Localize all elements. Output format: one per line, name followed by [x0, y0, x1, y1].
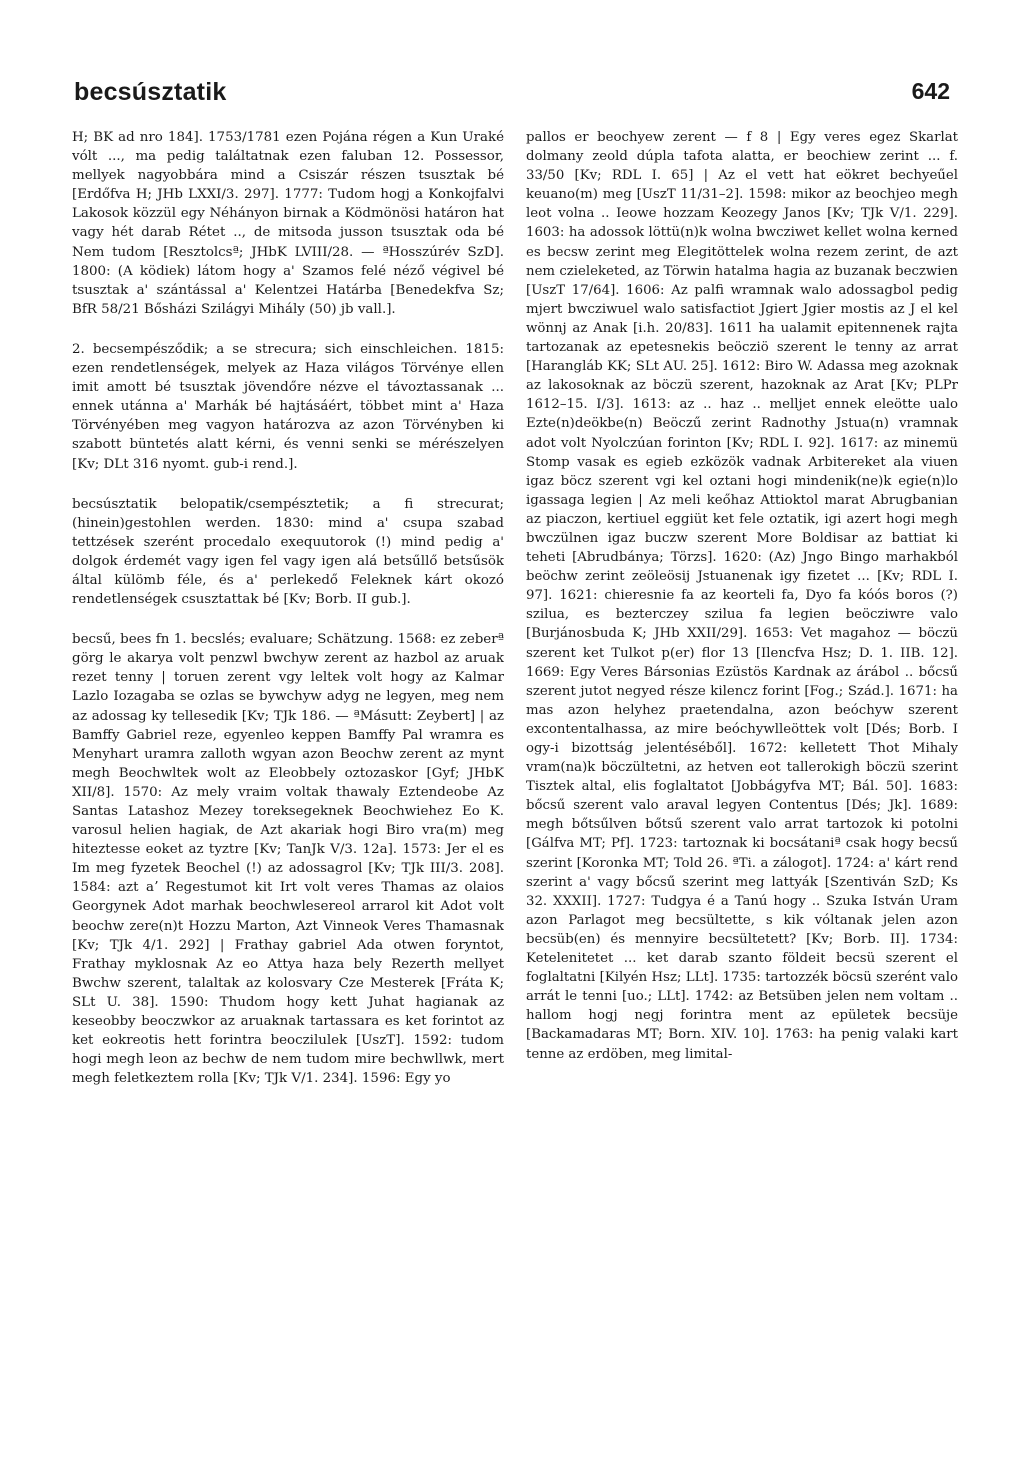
running-headword: becsúsztatik [74, 78, 227, 106]
entry-becsu-continuation: pallos er beochyew zerent — f 8 | Egy veres egez Skarlat dolmany zeold dúpla tafota alatta, er beochiew zerint ... f. 33/50 [Kv; RDL I. 65] | Az el vett hat eökret bechyeűel keuano(m) meg [UszT 11/31–2]. 1598: mikor az beochjeo megh leot volna .. Ieowe hozzam Keozegy Janos [Kv; TJk V/1. 229]. 1603: ha adossok löttü(n)k wolna bwcziwet kellet wolna kerned es becsw zerint meg Elegitöttelek wolna rezem zerint, de azt nem czieleketed, az Törwin hatalma hagia az buzanak beczwien [UszT 17/64]. 1606: Az palfi wramnak walo adossagbol pedig mjert bwcziwuel walo satisfactiot Jgiert Jgier mostis az J el kel wönnj az Anak [i.h. 20/83]. 1611 ha ualamit epitennenek rajta tartozanak az epetesnekis beöcziö szerent le tenny az arrat [Harangláb KK; SLt AU. 25]. 1612: Biro W. Adassa meg azoknak az lakosoknak az böczü szerent, hazoknak az Arat [Kv; PLPr 1612–15. I/3]. 1613: az .. haz .. melljet ennek eleötte ualo Ezte(n)deökbe(n) Beöczű zerint Radnothy Jstua(n) vramnak adot volt Nyolczúan forinton [Kv; RDL I. 92]. 1617: az minemü Stomp vasak es egieb ezközök vadnak Arbitereket ala viuen igaz böcz szerent vgi kel oztani hogi mindenik(ne)k egie(n)lo igassaga legien | Az meli keőhaz Attioktol marat Abrugbanian az piaczon, kertiuel eggiüt ket fele oztatik, igi azert hogi megh bwczülnen igaz buczw szerent More Boldisar az battiat ki teheti [Abrudbánya; Törzs]. 1620: (Az) Jngo Bingo marhakból beöchw zerint zeöleösij Jstuanenak igy fizetet ... [Kv; RDL I. 97]. 1621: chieresnie fa az keorteli fa, Dyo fa kóós boros (?) szilua, es bezterczey szilua fa legien beöcziwre valo [Burjánosbuda K; JHb XXII/29]. 1653: Vet magahoz — böczü szerent ket Tulkot p(er) flor 13 [Ilencfva Hsz; D. 1. IIB. 12]. 1669: Egy Veres Bársonias Ezüstös Kardnak az árábol .. bőcsű szerent jutot negyed része kilencz forint [Fog.; Szád.]. 1671: ha mas azon helyhez praetendalna, azon beóchyw szerent excontentalhassa, az mire beóchywlleöttek volt [Dés; Borb. I ogy-i bizottság jelentéséből]. 1672: kelletett Thot Mihaly vram(na)k böczültetni, az hetven eot tallerokigh böczü szerint Tisztek altal, elis foglaltatot [Jobbágyfva MT; Bál. 50]. 1683: bőcsű szerent valo araval legyen Contentus [Dés; Jk]. 1689: megh bőtsűlven bőtsű szerent valo arrat tartozok ki potolni [Gálfva MT; Pf]. 1723: tartoznak ki bocsátaniª csak hogy becsű szerint [Koronka MT; Told 26. ªTi. a zálogot]. 1724: a' kárt rend szerint a' vagy bőcsű szerint meg lattyák [Szentiván SzD; Ks 32. XXXII]. 1727: Tudgya é a Tanú hogy .. Szuka István Uram azon Parlagot meg becsültette, s kik vóltanak jelen azon becsüb(en) és mennyire becsültetett? [Kv; Borb. II]. 1734: Ketelenitetet ... ket darab szanto földeit becsü szerent el foglaltatni [Kilyén Hsz; LLt]. 1735: tartozzék böcsü szerént valo arrát le tenni [uo.; LLt]. 1742: az Betsüben jelen nem voltam .. hallom hogj negj forintra ment az epületek becsüje [Backamadaras MT; Born. XIV. 10]. 1763: ha penig valaki kart tenne az erdöben, meg limital- [526, 130, 958, 1062]
entry-continuation-paragraph: H; BK ad nro 184]. 1753/1781 ezen Pojána régen a Kun Uraké vólt ..., ma pedig találtatnak ezen faluban 12. Possessor, mellyek nagyobbára mind a Csiszár részen tsusztak bé [Erdőfva H; JHb LXXI/3. 297]. 1777: Tudom hogj a Konkojfalvi Lakosok közzül egy Néhányon birnak a Ködmönösi határon hat vagy hét darab Rétet .., de mitsoda jusson tsusztak oda bé Nem tudom [Resztolcsª; JHbK LVIII/28. — ªHosszúrév SzD]. 1800: (A ködiek) látom hogy a' Szamos felé néző végivel bé tsusztak a' szántással a' Kelentzei Határba [Benedekfva Sz; BfR 58/21 Bősházi Szilágyi Mihály (50) jb vall.]. [72, 130, 504, 317]
entry-becsu: becsű, bees fn 1. becslés; evaluare; Schätzung. 1568: ez zeberª görg le akarya volt penzwl bwchyw zerent az hazbol az aruak rezet tenny | toruen zerent vgy leltek volt hogy az Kalmar Lazlo Iozagaba se ozlas se bywchyw adyg ne legyen, meg nem az adossag ky tellesedik [Kv; TJk 186. — ªMásutt: Zeybert] | az Bamffy Gabriel reze, egyenleo keppen Bamffy Pal wramra es Menyhart uramra zalloth wgyan azon Beochw zerent az mynt megh Beochwltek wolt az Eleobbely oztozaskor [Gyf; JHbK XII/8]. 1570: Az mely vraim voltak thawaly Eztendeobe Az Santas Latashoz Mezey toreksegeknek Beochwiehez Eo K. varosul helien hagiak, de Azt akariak hogi Biro vra(m) meg hiteztesse eoket az tyztre [Kv; TanJk V/3. 12a]. 1573: Jer el es Im meg fyzetek Beochel (!) az adossagrol [Kv; TJk III/3. 208]. 1584: azt aʼ Regestumot kit Irt volt veres Thamas az olaios Georgynek Adot marhak beochwlesereol arrarol kit Adot volt beochw zere(n)t Hozzu Marton, Azt Vinneok Veres Thamasnak [Kv; TJk 4/1. 292] | Frathay gabriel Ada otwen foryntot, Frathay myklosnak Az eo Attya haza bely Rezerth mellyet Bwchw szerent, talaltak az kolosvary Cze Mesterek [Fráta K; SLt U. 38]. 1590: Thudom hogy kett Juhat hagianak az keseobby beoczwkor az aruaknak tartassara es ket forintot az ket eokreotis hett forintra beoczilulek [UszT]. 1592: tudom hogi megh leon az bechw de nem tudom mire bechwllwk, mert megh feletkeztem rolla [Kv; TJk V/1. 234]. 1596: Egy yo [72, 632, 504, 1087]
entry-becsusztatik: becsúsztatik belopatik/csempésztetik; a fi strecurat; (hinein)gestohlen werden. 1830: mind a' csupa szabad tettzések szerént procedalo exequutorok (!) mind pedig a' dolgok érdemét vagy igen fel vagy igen alá betsűllő betsűsök által külömb féle, és a' perlekedő Feleknek kárt okozó rendetlenségek csusztattak bé [Kv; Borb. II gub.]. [72, 496, 504, 608]
right-column [526, 128, 958, 1453]
left-column [72, 128, 504, 1453]
sense-2-paragraph: 2. becsempésződik; a se strecura; sich einschleichen. 1815: ezen rendetlenségek, melyek az Haza világos Törvénye ellen imit amott bé tsusztak jövendőre nézve el távoztassanak ... ennek utánna a' Marhák bé hajtásáért, többet mint a' Haza Törvényében meg vagyon határozva az azon Törvényben ki szabott büntetés alatt kérni, és venni senki se mérészelyen [Kv; DLt 316 nyomt. gub-i rend.]. [72, 341, 504, 472]
page-number: 642 [911, 78, 950, 104]
two-column-text [72, 128, 958, 1453]
running-head [74, 78, 950, 112]
